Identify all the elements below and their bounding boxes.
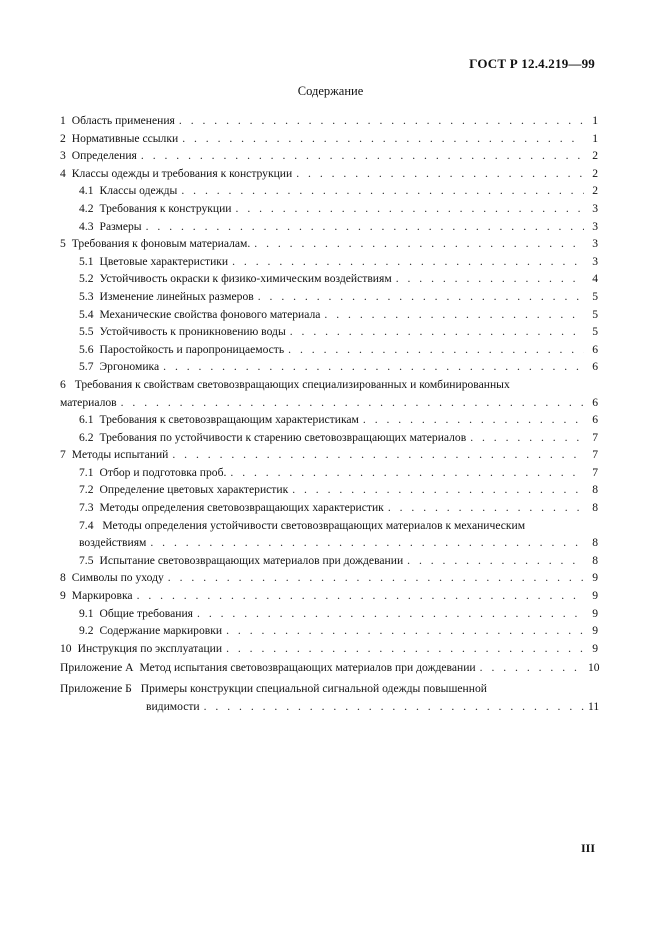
leader-dots xyxy=(290,323,584,341)
toc-entry-number: 9.2 xyxy=(79,624,94,638)
toc-entry-line xyxy=(60,698,598,716)
toc-entry-page: 8 xyxy=(592,483,598,497)
toc-entry-number: 6 xyxy=(60,377,66,391)
toc-entry-number: 4.1 xyxy=(79,184,94,198)
toc-entry-page: 6 xyxy=(592,395,598,409)
toc-entry-number: 8 xyxy=(60,571,66,585)
toc-subentry[interactable] xyxy=(60,288,598,306)
toc-entry-page: 3 xyxy=(592,237,598,251)
toc-entry-page: 6 xyxy=(592,342,598,356)
toc-subentry[interactable] xyxy=(60,429,598,447)
appendix-label: Приложение А xyxy=(60,661,134,675)
toc-entry-text: Цветовые характеристики xyxy=(99,254,229,268)
toc-entry-number: 7.1 xyxy=(79,465,94,479)
toc-entry-page: 3 xyxy=(592,254,598,268)
toc-entry-text-continued: воздействиям xyxy=(79,536,147,550)
toc-entry-number: 5.2 xyxy=(79,272,94,286)
toc-entry-page: 7 xyxy=(592,465,598,479)
toc-entry-page: 8 xyxy=(592,501,598,515)
leader-dots xyxy=(258,288,584,306)
toc-entry-text: Инструкция по эксплуатации xyxy=(77,641,223,655)
toc-entry-number: 5.1 xyxy=(79,254,94,268)
toc-entry[interactable] xyxy=(60,130,598,148)
toc-entry-number: 7.3 xyxy=(79,501,94,515)
leader-dots xyxy=(141,147,584,165)
toc-subentry[interactable] xyxy=(60,306,598,324)
toc-entry[interactable] xyxy=(60,640,598,658)
toc-entry-page: 4 xyxy=(592,272,598,286)
toc-entry-number: 7.5 xyxy=(79,553,94,567)
toc-entry-text: Устойчивость окраски к физико-химическим воздействиям xyxy=(99,272,392,286)
toc-entry-text: Эргономика xyxy=(99,360,160,374)
leader-dots xyxy=(204,698,584,716)
toc-entry-number: 4 xyxy=(60,166,66,180)
toc-entry-page: 9 xyxy=(592,641,598,655)
leader-dots xyxy=(324,306,584,324)
toc-entry-number: 5 xyxy=(60,237,66,251)
toc-entry-text: Требования по устойчивости к старению световозвращающих материалов xyxy=(99,430,467,444)
toc-entry-line xyxy=(60,394,598,412)
toc-entry-page: 3 xyxy=(592,201,598,215)
leader-dots xyxy=(236,200,584,218)
toc-entry-text: Отбор и подготовка проб. xyxy=(99,465,227,479)
toc-entry-text: Требования к свойствам световозвращающих специализированных и комбинированных xyxy=(74,377,510,391)
toc-entry-number: 3 xyxy=(60,149,66,163)
leader-dots xyxy=(197,605,584,623)
toc-entry-number: 4.2 xyxy=(79,201,94,215)
toc-entry[interactable] xyxy=(60,569,598,587)
leader-dots xyxy=(146,218,584,236)
appendix-text-continued: видимости xyxy=(146,699,200,713)
toc-entry-line xyxy=(79,534,598,552)
toc-entry-text: Маркировка xyxy=(71,589,133,603)
toc-entry-text: Область применения xyxy=(71,114,175,127)
toc-entry-page: 8 xyxy=(592,553,598,567)
toc-subentry[interactable] xyxy=(60,481,598,499)
leader-dots xyxy=(121,394,584,412)
toc-entry-page: 6 xyxy=(592,413,598,427)
toc-entry-number: 9 xyxy=(60,589,66,603)
toc-subentry[interactable] xyxy=(60,182,598,200)
leader-dots xyxy=(163,358,584,376)
toc-entry-page: 9 xyxy=(592,606,598,620)
toc-entry-page: 9 xyxy=(592,589,598,603)
leader-dots xyxy=(407,552,584,570)
toc-entry[interactable] xyxy=(60,112,598,130)
toc-entry-number: 5.3 xyxy=(79,289,94,303)
toc-entry[interactable] xyxy=(60,165,598,183)
toc-appendix[interactable] xyxy=(60,680,598,715)
leader-dots xyxy=(230,464,584,482)
toc-entry[interactable] xyxy=(60,235,598,253)
leader-dots xyxy=(480,659,584,677)
toc-subentry[interactable] xyxy=(60,464,598,482)
toc-entry-page: 7 xyxy=(592,430,598,444)
leader-dots xyxy=(181,182,584,200)
toc-entry-text: Классы одежды xyxy=(99,184,178,198)
toc-entry-line xyxy=(79,517,598,535)
toc-entry-page: 1 xyxy=(592,114,598,127)
toc-entry-line xyxy=(60,376,598,394)
toc-entry-page: 3 xyxy=(592,219,598,233)
leader-dots xyxy=(179,112,584,130)
toc-entry-page: 2 xyxy=(592,149,598,163)
toc-entry-text: Символы по уходу xyxy=(71,571,164,585)
toc-entry-text: Методы определения устойчивости световозвращающих материалов к механическим xyxy=(102,518,526,532)
toc-entry-text: Изменение линейных размеров xyxy=(99,289,254,303)
toc-entry-number: 9.1 xyxy=(79,606,94,620)
toc-entry-text: Определение цветовых характеристик xyxy=(99,483,289,497)
toc-subentry[interactable] xyxy=(60,411,598,429)
toc-subentry[interactable] xyxy=(60,323,598,341)
toc-subentry[interactable] xyxy=(60,552,598,570)
leader-dots xyxy=(168,569,584,587)
leader-dots xyxy=(137,587,584,605)
toc-subentry[interactable] xyxy=(60,270,598,288)
leader-dots xyxy=(363,411,584,429)
leader-dots xyxy=(296,165,584,183)
toc-entry-number: 1 xyxy=(60,114,66,127)
toc-entry[interactable] xyxy=(60,587,598,605)
toc-entry-text: Требования к фоновым материалам. xyxy=(71,237,251,251)
toc-entry-number: 10 xyxy=(60,641,72,655)
toc-entry-text: Методы испытаний xyxy=(71,448,169,462)
toc-entry[interactable] xyxy=(60,446,598,464)
toc-entry-number: 6.2 xyxy=(79,430,94,444)
toc-entry-text: Содержание маркировки xyxy=(99,624,223,638)
toc-subentry[interactable] xyxy=(60,341,598,359)
leader-dots xyxy=(292,481,584,499)
toc-entry-number: 5.5 xyxy=(79,325,94,339)
toc-entry-number: 5.7 xyxy=(79,360,94,374)
toc-entry-text: Механические свойства фонового материала xyxy=(99,307,321,321)
toc-subentry[interactable] xyxy=(60,218,598,236)
toc-entry-line xyxy=(60,680,598,698)
toc-entry[interactable] xyxy=(60,376,598,411)
leader-dots xyxy=(226,622,584,640)
toc-subentry[interactable] xyxy=(60,200,598,218)
toc-entry-text: Устойчивость к проникновению воды xyxy=(99,325,286,339)
toc-entry-number: 2 xyxy=(60,131,66,145)
page-number: III xyxy=(580,841,595,855)
leader-dots xyxy=(172,446,584,464)
toc-entry-text: Классы одежды и требования к конструкции xyxy=(71,166,293,180)
toc-entry-number: 7.2 xyxy=(79,483,94,497)
toc-entry-text: Нормативные ссылки xyxy=(71,131,179,145)
toc-entry-text: Требования к световозвращающим характеристикам xyxy=(99,413,359,427)
toc-entry-text: Требования к конструкции xyxy=(99,201,232,215)
leader-dots xyxy=(396,270,584,288)
toc-entry-page: 8 xyxy=(592,536,598,550)
toc-entry-text: Паростойкость и паропроницаемость xyxy=(99,342,285,356)
toc-entry[interactable] xyxy=(60,147,598,165)
toc-entry-number: 5.6 xyxy=(79,342,94,356)
toc-entry-number: 4.3 xyxy=(79,219,94,233)
toc-entry-page: 2 xyxy=(592,184,598,198)
appendix-label: Приложение Б xyxy=(60,682,132,695)
toc-subentry[interactable] xyxy=(60,499,598,517)
toc-entry-number: 6.1 xyxy=(79,413,94,427)
toc-entry-number: 7.4 xyxy=(79,518,94,532)
leader-dots xyxy=(232,253,584,271)
toc-subentry[interactable] xyxy=(60,358,598,376)
toc-entry-page: 5 xyxy=(592,325,598,339)
toc-entry-text: Размеры xyxy=(99,219,142,233)
toc-entry-text-continued: материалов xyxy=(60,395,117,409)
toc-subentry[interactable] xyxy=(60,605,598,623)
appendix-text: Примеры конструкции специальной сигнальной одежды повышенной xyxy=(140,682,487,695)
toc-subentry[interactable] xyxy=(60,622,598,640)
toc-entry-number: 5.4 xyxy=(79,307,94,321)
toc-entry-page: 1 xyxy=(592,131,598,145)
toc-entry-page: 2 xyxy=(592,166,598,180)
toc-entry-number: 7 xyxy=(60,448,66,462)
toc-title: Содержание xyxy=(297,84,364,98)
toc-entry-text: Определения xyxy=(71,149,137,163)
toc-entry-text: Испытание световозвращающих материалов при дождевании xyxy=(99,553,404,567)
toc-entry-page: 7 xyxy=(592,448,598,462)
toc-entry-page: 5 xyxy=(592,307,598,321)
leader-dots xyxy=(470,429,584,447)
leader-dots xyxy=(388,499,584,517)
toc-entry-page: 9 xyxy=(592,624,598,638)
toc-appendix[interactable] xyxy=(60,659,598,677)
leader-dots xyxy=(226,640,584,658)
toc-subentry[interactable] xyxy=(60,517,598,552)
table-of-contents xyxy=(60,112,598,715)
toc-entry-page: 9 xyxy=(592,571,598,585)
leader-dots xyxy=(182,130,584,148)
leader-dots xyxy=(254,235,584,253)
appendix-text: Метод испытания световозвращающих материалов при дождевании xyxy=(139,661,476,675)
toc-entry-text: Общие требования xyxy=(99,606,194,620)
leader-dots xyxy=(150,534,584,552)
toc-entry-page: 10 xyxy=(588,661,600,675)
toc-entry-page: 6 xyxy=(592,360,598,374)
toc-subentry[interactable] xyxy=(60,253,598,271)
toc-entry-text: Методы определения световозвращающих характеристик xyxy=(99,501,384,515)
document-code: ГОСТ Р 12.4.219—99 xyxy=(469,56,595,71)
toc-entry-page: 5 xyxy=(592,289,598,303)
leader-dots xyxy=(288,341,584,359)
toc-entry-page: 11 xyxy=(588,699,600,713)
